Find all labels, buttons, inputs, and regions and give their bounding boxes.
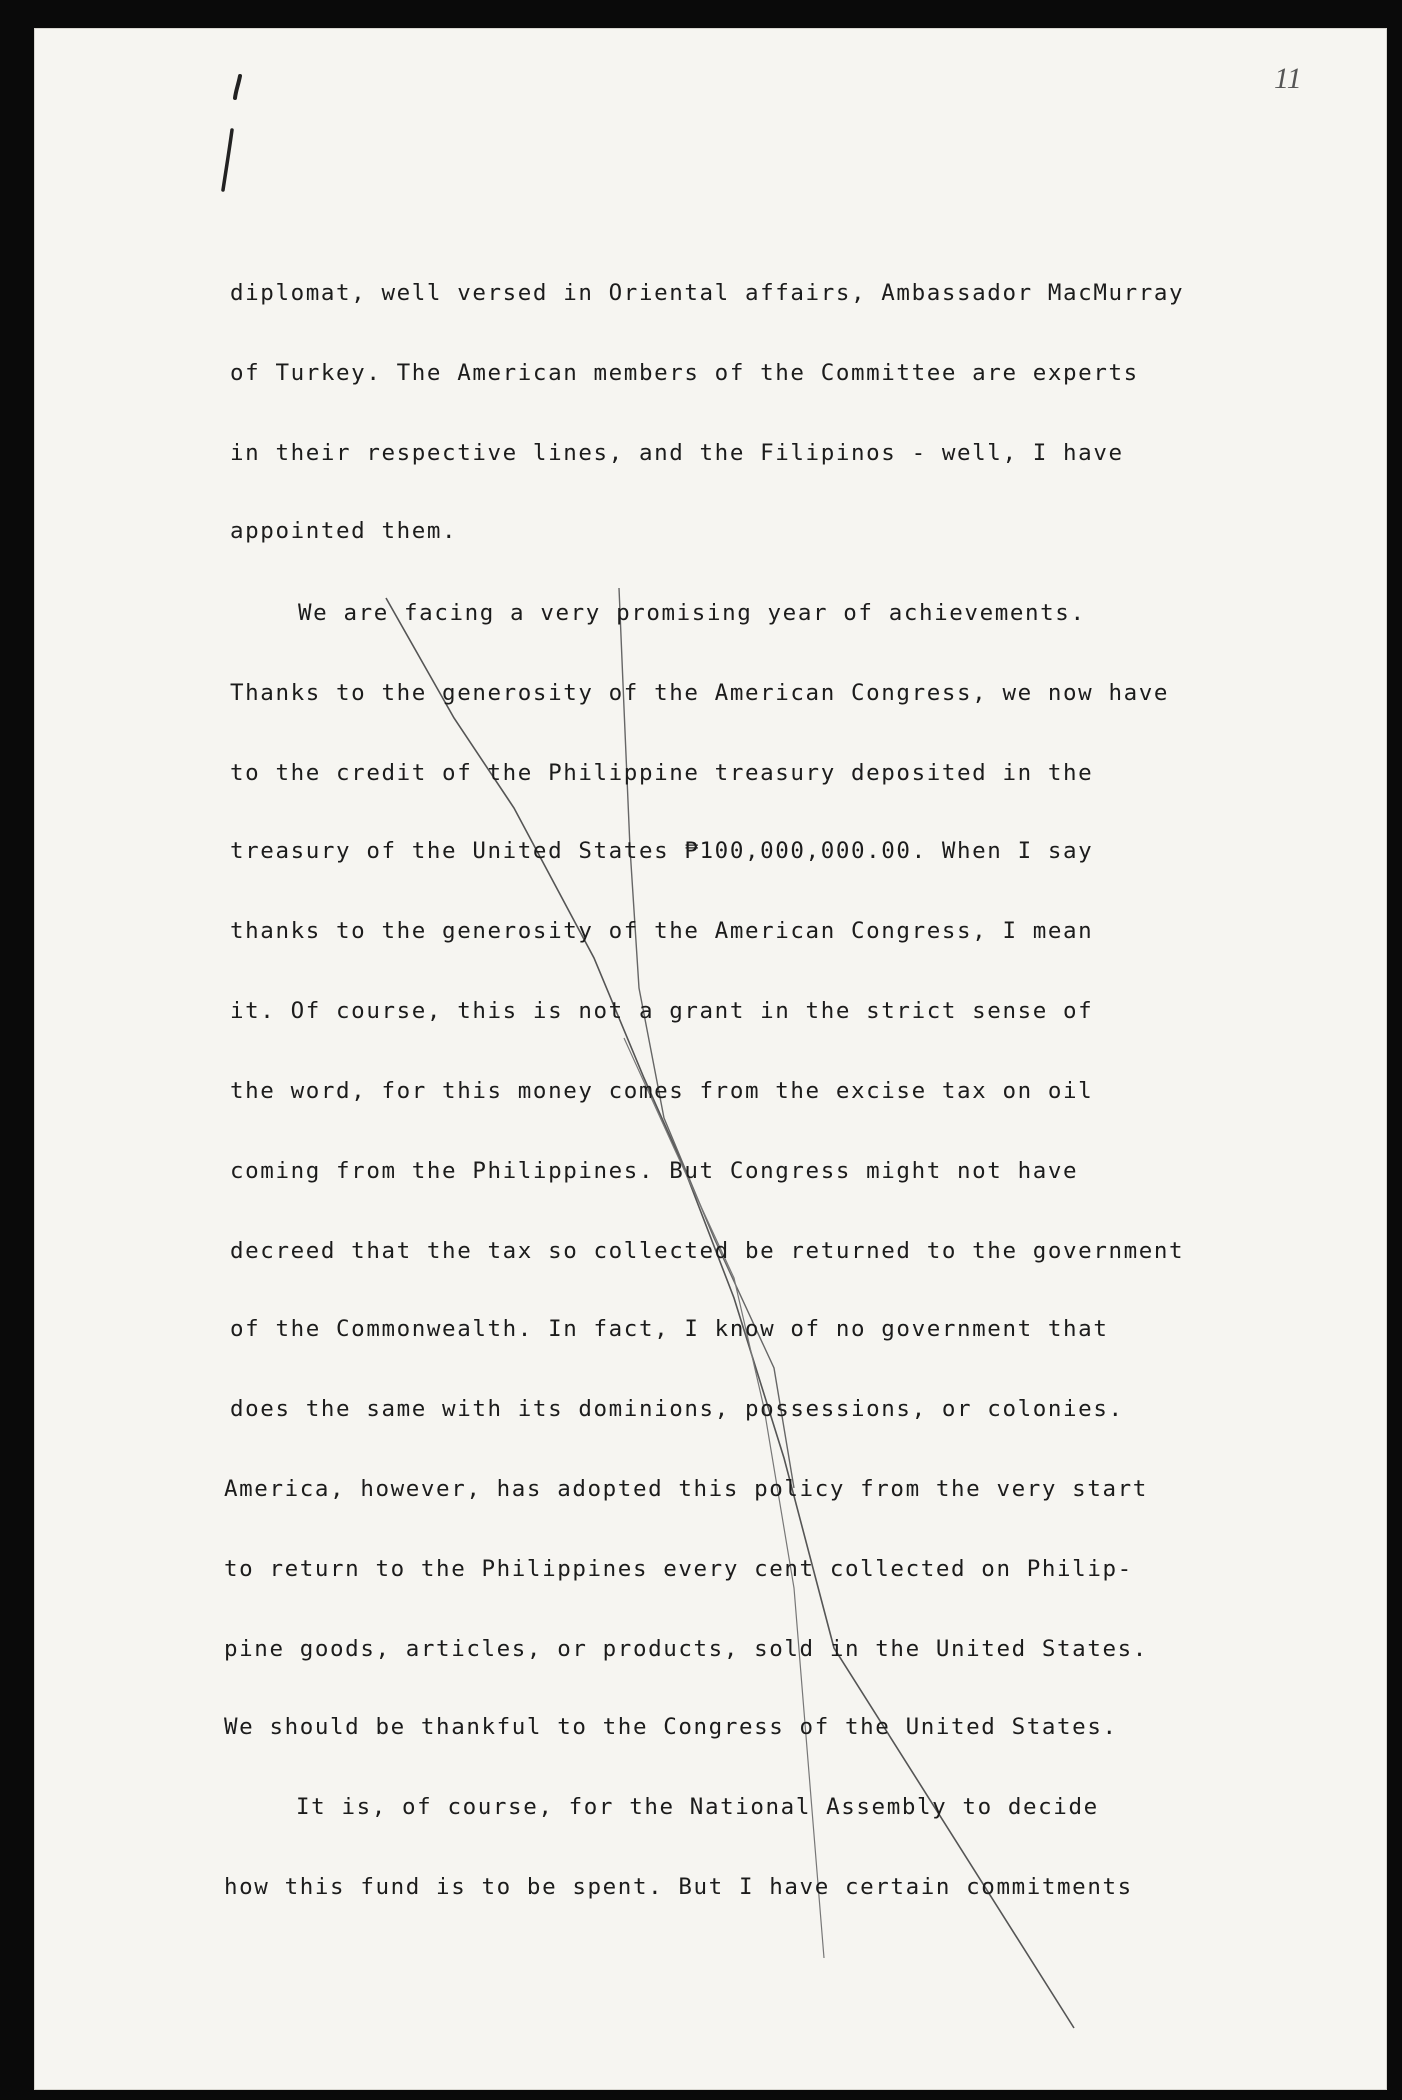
handwritten-tick-mark <box>218 72 258 192</box>
text-line-11: the word, for this money comes from the excise tax on oil <box>230 1078 1094 1104</box>
text-line-18: pine goods, articles, or products, sold in the United States. <box>224 1636 1148 1662</box>
text-line-8: treasury of the United States ₱100,000,000.00. When I say <box>230 838 1094 864</box>
text-line-19: We should be thankful to the Congress of the United States. <box>224 1714 1118 1740</box>
text-line-2: of Turkey. The American members of the Committee are experts <box>230 360 1139 386</box>
text-line-9: thanks to the generosity of the American Congress, I mean <box>230 918 1094 944</box>
text-line-15: does the same with its dominions, possessions, or colonies. <box>230 1396 1124 1422</box>
text-line-4: appointed them. <box>230 518 458 544</box>
document-page <box>34 28 1387 2090</box>
text-line-17: to return to the Philippines every cent collected on Philip- <box>224 1556 1133 1582</box>
text-line-16: America, however, has adopted this policy from the very start <box>224 1476 1148 1502</box>
text-line-20: It is, of course, for the National Assembly to decide <box>296 1794 1099 1820</box>
text-line-14: of the Commonwealth. In fact, I know of no government that <box>230 1316 1109 1342</box>
text-line-12: coming from the Philippines. But Congress might not have <box>230 1158 1079 1184</box>
text-line-7: to the credit of the Philippine treasury deposited in the <box>230 760 1094 786</box>
text-line-21: how this fund is to be spent. But I have certain commitments <box>224 1874 1133 1900</box>
text-line-1: diplomat, well versed in Oriental affairs, Ambassador MacMurray <box>230 280 1185 306</box>
text-line-5: We are facing a very promising year of achievements. <box>298 600 1086 626</box>
text-line-13: decreed that the tax so collected be returned to the government <box>230 1238 1185 1264</box>
pencil-strike-lines <box>34 28 1387 2090</box>
text-line-6: Thanks to the generosity of the American Congress, we now have <box>230 680 1170 706</box>
text-line-3: in their respective lines, and the Filipinos - well, I have <box>230 440 1124 466</box>
page-number: 11 <box>1274 62 1302 95</box>
text-line-10: it. Of course, this is not a grant in the strict sense of <box>230 998 1094 1024</box>
